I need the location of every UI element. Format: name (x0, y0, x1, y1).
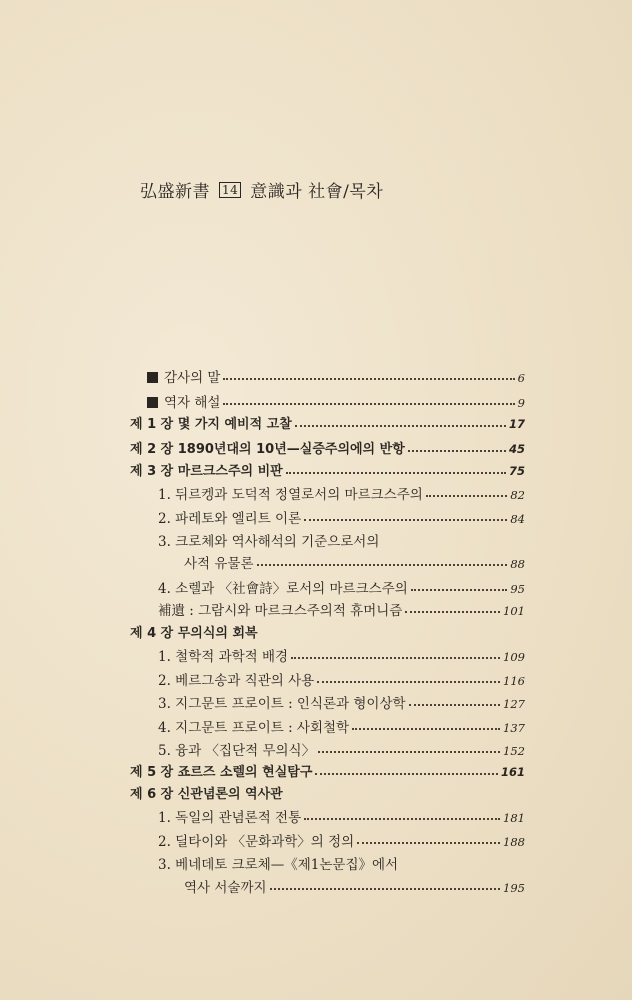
toc-entry-text: 역사 서술까지 (184, 880, 267, 896)
toc-entry-label (158, 830, 354, 850)
toc-entry-text: 5. 융과 〈집단적 무의식〉 (158, 743, 316, 759)
dot-leader (357, 842, 500, 844)
toc-entry (158, 739, 525, 759)
square-bullet-icon (147, 397, 158, 408)
toc-entry-text: 제 4 장 무의식의 회복 (130, 626, 258, 641)
dot-leader (223, 403, 514, 405)
toc-entry-text: 역자 해설 (164, 395, 221, 411)
toc-entry-label (130, 761, 312, 780)
toc-entry (158, 507, 525, 527)
toc-page-number: 9 (517, 396, 525, 410)
toc-entry (158, 692, 525, 712)
toc-entry (158, 830, 525, 850)
toc-entry (158, 599, 525, 619)
toc-entry-text: 사적 유물론 (184, 556, 254, 572)
toc-entry-text: 4. 지그문트 프로이트 : 사회철학 (158, 720, 350, 736)
toc-entry-text: 3. 크로체와 역사해석의 기준으로서의 (158, 534, 380, 550)
dot-leader (295, 425, 506, 427)
toc-entry-text: 3. 지그문트 프로이트 : 인식론과 형이상학 (158, 696, 406, 712)
toc-entry (158, 645, 525, 665)
toc-entry-text: 1. 철학적 과학적 배경 (158, 649, 289, 665)
dot-leader (257, 564, 508, 566)
toc-entry-text: 2. 딜타이와 〈문화과학〉의 정의 (158, 834, 355, 850)
toc-entry (158, 853, 525, 873)
toc-page-number: 137 (503, 721, 525, 735)
toc-entry (158, 577, 525, 597)
toc-entry (130, 438, 525, 457)
toc-entry (130, 460, 525, 479)
toc-entry (158, 716, 525, 736)
toc-entry (184, 876, 525, 896)
toc-page-number: 181 (503, 811, 525, 825)
toc-entry-label (158, 530, 379, 550)
toc-page-number: 6 (517, 371, 525, 385)
toc-entry-text: 제 2 장 1890년대의 10년—실증주의에의 반항 (130, 442, 405, 457)
toc-entry-label (147, 366, 220, 386)
toc-page-number: 101 (503, 604, 525, 618)
toc-entry (158, 483, 525, 503)
toc-entry-label (184, 552, 254, 572)
toc-entry-text: 제 3 장 마르크스주의 비판 (130, 464, 283, 479)
toc-entry (158, 806, 525, 826)
dot-leader (409, 704, 501, 706)
toc-page-number: 84 (510, 512, 525, 526)
toc-entry-label (130, 413, 292, 432)
toc-entry-label (158, 483, 423, 503)
toc-entry-label (158, 716, 349, 736)
toc-entry (147, 391, 525, 411)
toc-entry (130, 783, 525, 802)
dot-leader (411, 589, 508, 591)
toc-page-number: 17 (508, 417, 525, 431)
toc-page-number: 75 (508, 464, 525, 478)
toc-entry-text: 補遺 : 그람시와 마르크스주의적 휴머니즘 (158, 603, 403, 619)
toc-entry-label (130, 460, 283, 479)
toc-page-number: 109 (503, 650, 525, 664)
toc-entry-text: 제 6 장 신관념론의 역사관 (130, 787, 283, 802)
toc-entry (130, 413, 525, 432)
toc-entry-text: 2. 베르그송과 직관의 사용 (158, 673, 315, 689)
toc-entry-text: 제 5 장 죠르즈 소렐의 현실탐구 (130, 765, 313, 780)
dot-leader (315, 773, 498, 775)
toc-page-number: 82 (510, 488, 525, 502)
toc-entry (158, 530, 525, 550)
volume-number: 14 (219, 182, 241, 198)
toc-page-number: 152 (503, 744, 525, 758)
toc-entry-label (130, 783, 283, 802)
dot-leader (426, 495, 508, 497)
dot-leader (304, 818, 500, 820)
toc-entry-text: 3. 베네데토 크로체—《제1논문집》에서 (158, 857, 399, 873)
toc-page-number: 195 (503, 881, 525, 895)
toc-entry (130, 761, 525, 780)
toc-entry-text: 1. 뒤르켕과 도덕적 정열로서의 마르크스주의 (158, 487, 423, 503)
dot-leader (223, 378, 514, 380)
toc-entry (147, 366, 525, 386)
dot-leader (270, 888, 501, 890)
dot-leader (405, 611, 500, 613)
toc-entry-text: 감사의 말 (164, 370, 221, 386)
toc-entry-label (147, 391, 220, 411)
dot-leader (352, 728, 500, 730)
toc-entry-label (158, 599, 402, 619)
toc-entry-text: 4. 소렐과 〈社會詩〉로서의 마르크스주의 (158, 581, 408, 597)
toc-entry-text: 1. 독일의 관념론적 전통 (158, 810, 302, 826)
toc-entry-label (158, 853, 398, 873)
toc-entry-label (158, 507, 301, 527)
dot-leader (291, 657, 500, 659)
toc-entry (184, 552, 525, 572)
toc-entry-label (158, 669, 314, 689)
toc-entry-label (158, 806, 301, 826)
toc-entry-label (184, 876, 267, 896)
dot-leader (318, 751, 500, 753)
dot-leader (317, 681, 500, 683)
toc-entry (130, 622, 525, 641)
toc-entry-label (158, 577, 408, 597)
toc-entry (158, 669, 525, 689)
square-bullet-icon (147, 372, 158, 383)
book-title: 意識과 社會/목차 (250, 182, 384, 202)
toc-entry-label (158, 645, 288, 665)
series-name: 弘盛新書 (140, 182, 210, 202)
toc-page-number: 188 (503, 835, 525, 849)
toc-entry-label (158, 739, 315, 759)
toc-entry-label (130, 622, 258, 641)
dot-leader (408, 450, 506, 452)
toc-page-number: 116 (503, 674, 525, 688)
toc-page-number: 95 (510, 582, 525, 596)
toc-page-number: 88 (510, 557, 525, 571)
toc-entry-label (130, 438, 405, 457)
toc-entry-label (158, 692, 406, 712)
toc-entry-text: 제 1 장 몇 가지 예비적 고찰 (130, 417, 292, 432)
dot-leader (286, 472, 506, 474)
dot-leader (304, 519, 507, 521)
toc-page-number: 127 (503, 697, 525, 711)
toc-page-number: 45 (508, 442, 525, 456)
toc-entry-text: 2. 파레토와 엘리트 이론 (158, 511, 302, 527)
toc-page-number: 161 (500, 765, 525, 779)
